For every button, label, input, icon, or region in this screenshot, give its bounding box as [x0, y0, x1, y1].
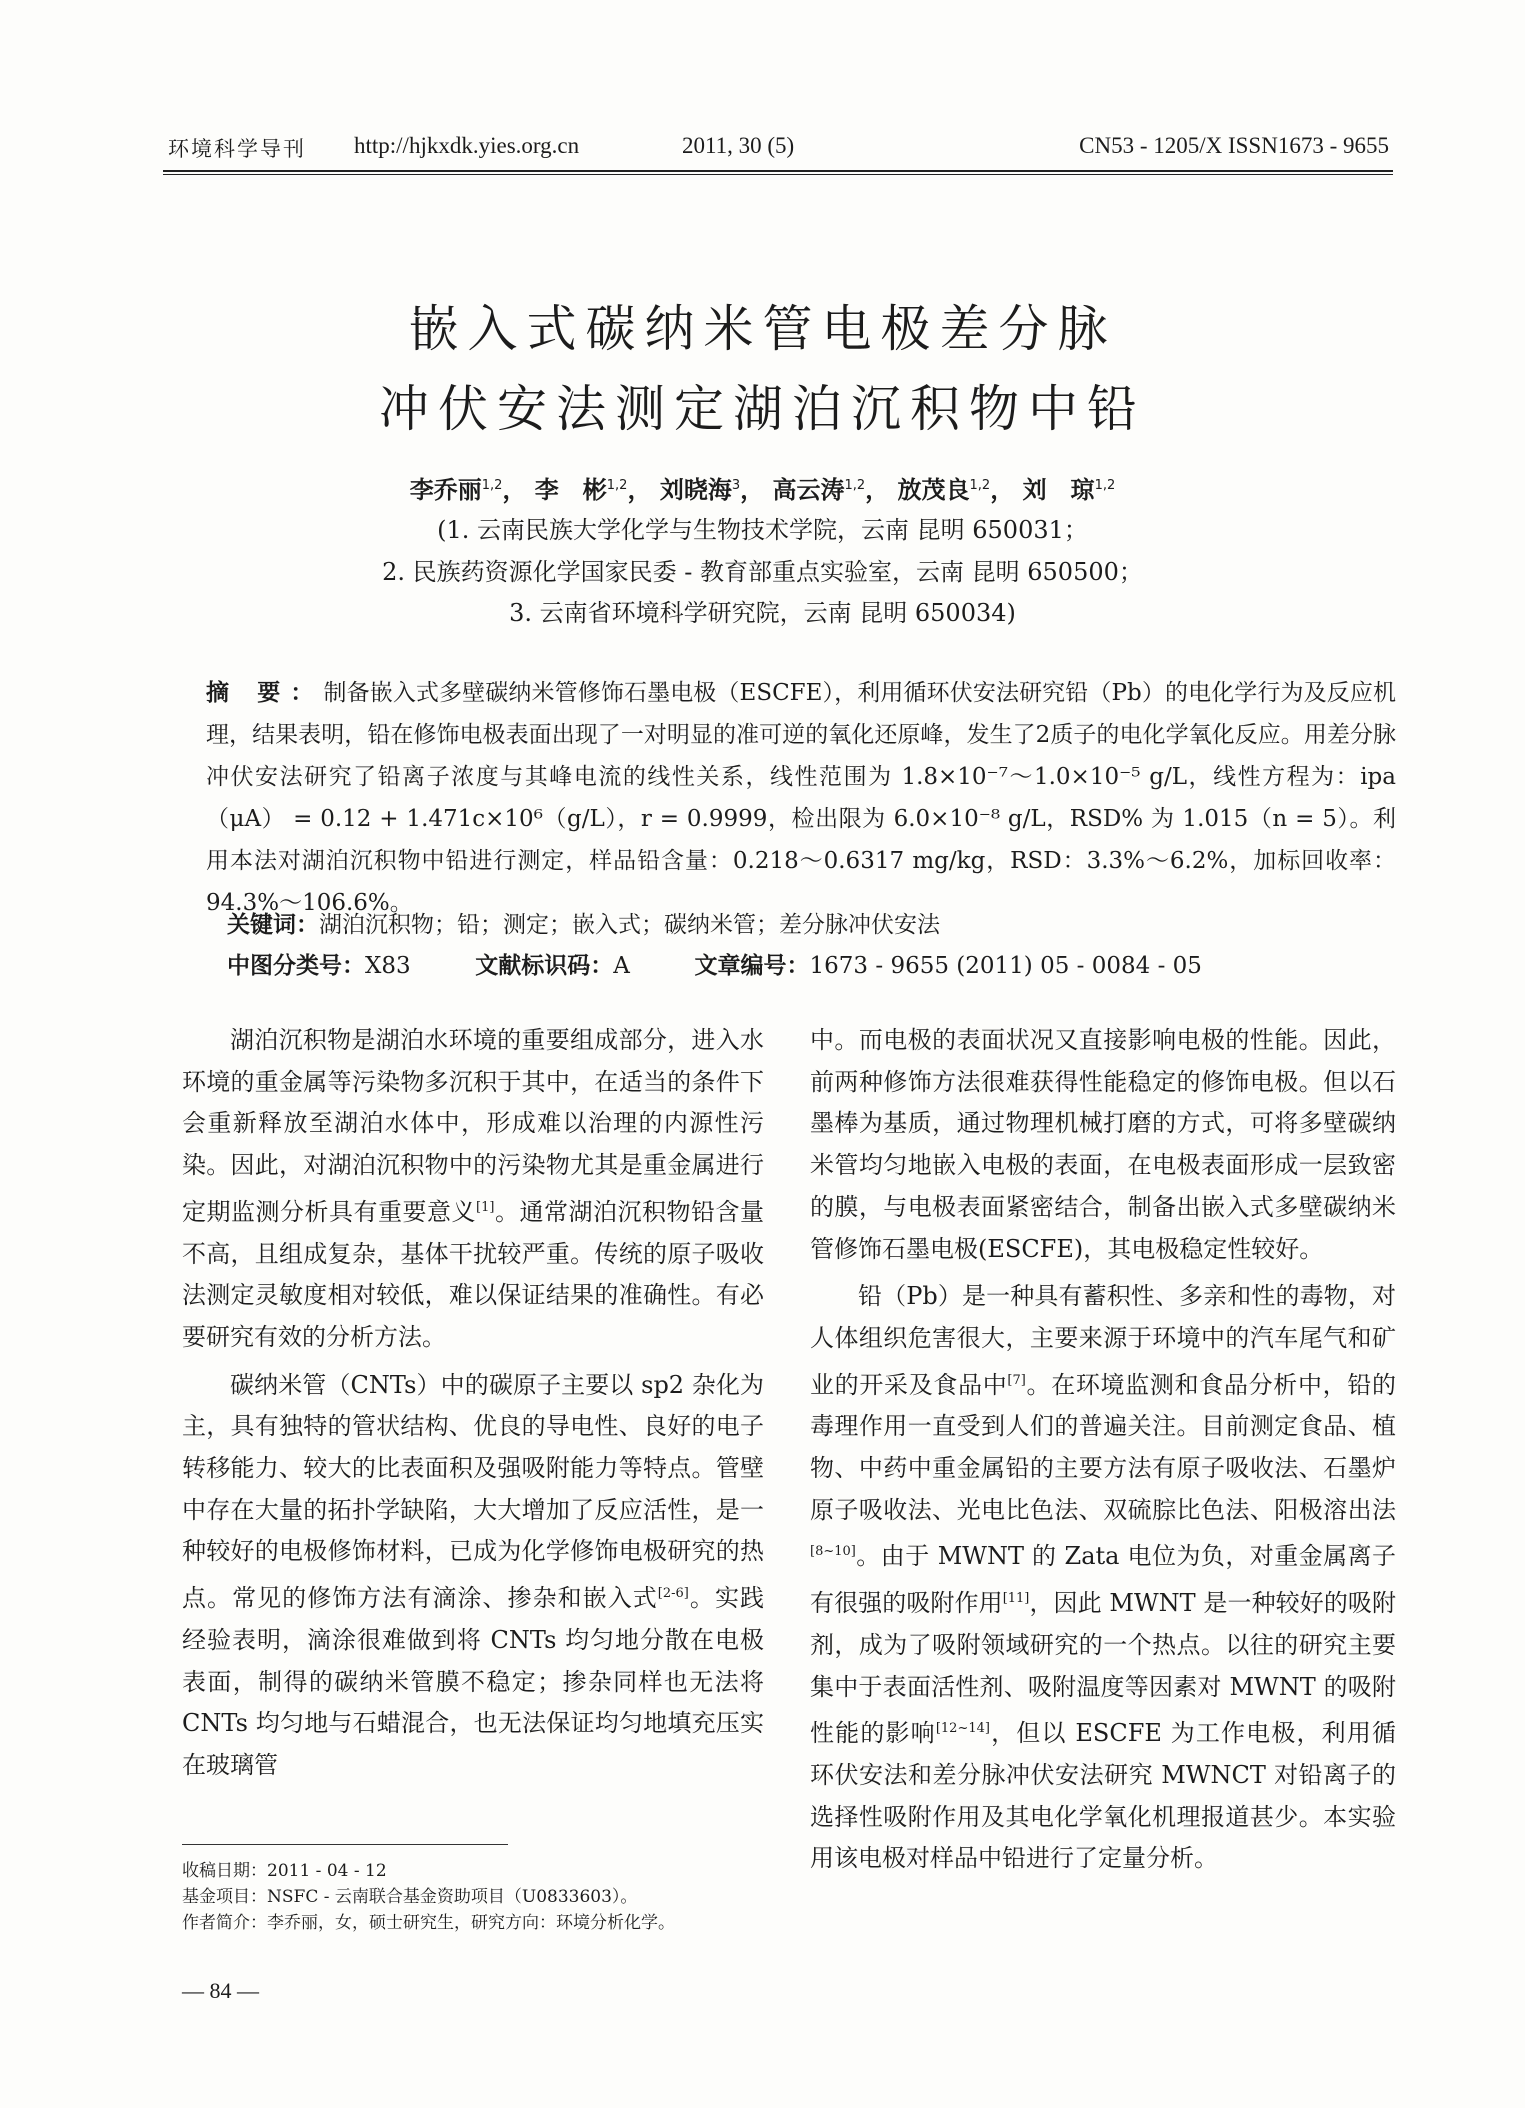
affiliation-1: (1. 云南民族大学化学与生物技术学院，云南 昆明 650031；	[437, 516, 1088, 544]
paragraph-text: 。在环境监测和食品分析中，铅的毒理作用一直受到人们的普遍关注。目前测定食品、植物、中药中重金属铅的主要方法有原子吸收法、石墨炉原子吸收法、光电比色法、双硫腙比色法、阳极溶出法	[810, 1370, 1397, 1524]
body-paragraph	[810, 1276, 1396, 1880]
author-separator: ，	[865, 476, 890, 504]
citation-ref: [2-6]	[657, 1586, 689, 1602]
citation-ref: [1]	[476, 1199, 495, 1215]
paragraph-text: 碳纳米管（CNTs）中的碳原子主要以 sp2 杂化为主，具有独特的管状结构、优良的导电性、良好的电子转移能力、较大的比表面积及强吸附能力等特点。管壁中存在大量的拓扑学缺陷，大大增加了反应活性，是一种较好的电极修饰材料，已成为化学修饰电极研究的热点。常见的修饰方法有滴涂、掺杂和嵌入式	[182, 1370, 764, 1613]
author-name: 高云涛	[772, 476, 845, 504]
paragraph-text: 铅（Pb）是一种具有蓄积性、多亲和性的毒物，对人体组织危害很大，主要来源于环境中的汽车尾气和矿业的开采及食品中	[810, 1282, 1396, 1399]
body-column-left	[182, 1020, 764, 1787]
journal-url: http://hjkxdk.yies.org.cn	[354, 133, 580, 158]
clc-value: X83	[365, 953, 411, 979]
clc-label: 中图分类号：	[227, 953, 365, 979]
affiliation-3: 3. 云南省环境科学研究院，云南 昆明 650034)	[509, 599, 1016, 627]
author-affil-mark: 1,2	[481, 478, 503, 493]
footnotes	[182, 1858, 772, 1936]
author-affil-mark: 1,2	[1094, 478, 1116, 493]
article-number-value: 1673 - 9655 (2011) 05 - 0084 - 05	[809, 953, 1202, 979]
affiliation-2: 2. 民族药资源化学国家民委 - 教育部重点实验室，云南 昆明 650500；	[382, 558, 1143, 586]
body-paragraph	[182, 1365, 764, 1787]
body-paragraph	[182, 1020, 764, 1359]
paper-title-line-2: 冲伏安法测定湖泊沉积物中铅	[379, 380, 1146, 438]
author-name: 李 彬	[534, 476, 607, 504]
page-number: — 84 —	[182, 1978, 259, 2003]
author-separator: ，	[627, 476, 652, 504]
author-affil-mark: 3	[731, 478, 741, 493]
author-name: 刘 琼	[1022, 476, 1095, 504]
article-number-label: 文章编号：	[694, 953, 810, 979]
footnote-fund: 基金项目：NSFC - 云南联合基金资助项目（U0833603）。	[182, 1887, 638, 1907]
header-rule-thin	[163, 174, 1393, 175]
doc-code-label: 文献标识码：	[475, 953, 614, 979]
header-rule	[163, 170, 1393, 172]
doc-code-value: A	[613, 953, 630, 979]
author-affil-mark: 1,2	[606, 478, 628, 493]
abstract-text: 制备嵌入式多壁碳纳米管修饰石墨电极（ESCFE），利用循环伏安法研究铅（Pb）的电化学行为及反应机理，结果表明，铅在修饰电极表面出现了一对明显的准可逆的氧化还原峰，发生了2质子的电化学氧化反应。用差分脉冲伏安法研究了铅离子浓度与其峰电流的线性关系，线性范围为 1.8×10⁻⁷～1.0×10⁻⁵ g/L，线性方程为：ipa（μA） = 0.12 + 1.471c×10⁶（g/L），r = 0.9999，检出限为 6.0×10⁻⁸ g/L，RSD% 为 1.015（n = 5）。利用本法对湖泊沉积物中铅进行测定，样品铅含量：0.218～0.6317 mg/kg，RSD：3.3%～6.2%，加标回收率：94.3%～106.6%。	[206, 680, 1397, 916]
author-list	[0, 470, 1525, 505]
paragraph-text: 。通常湖泊沉积物铅含量不高，且组成复杂，基体干扰较严重。传统的原子吸收法测定灵敏度相对较低，难以保证结果的准确性。有必要研究有效的分析方法。	[182, 1197, 765, 1351]
keywords-text: 湖泊沉积物；铅；测定；嵌入式；碳纳米管；差分脉冲伏安法	[319, 912, 940, 938]
journal-name: 环境科学导刊	[168, 137, 306, 161]
author-separator: ，	[740, 476, 765, 504]
paragraph-text: 。由于 MWNT 的 Zata 电位为负，对重金属离子有很强的吸附作用	[810, 1542, 1396, 1618]
body-paragraph-continued: 中。而电极的表面状况又直接影响电极的性能。因此，前两种修饰方法很难获得性能稳定的修饰电极。但以石墨棒为基质，通过物理机械打磨的方式，可将多壁碳纳米管均匀地嵌入电极的表面，在电极表面形成一层致密的膜，与电极表面紧密结合，制备出嵌入式多壁碳纳米管修饰石墨电极(ESCFE)，其电极稳定性较好。	[810, 1026, 1396, 1263]
classification-line	[227, 947, 1377, 980]
paragraph-text: ，但以 ESCFE 为工作电极，利用循环伏安法和差分脉冲伏安法研究 MWNCT 对铅离子的选择性吸附作用及其电化学氧化机理报道甚少。本实验用该电极对样品中铅进行了定量分析。	[810, 1719, 1396, 1873]
citation-ref: [12~14]	[935, 1721, 990, 1737]
abstract	[206, 672, 1396, 924]
footnote-rule	[182, 1844, 508, 1845]
footnote-received: 收稿日期：2011 - 04 - 12	[182, 1861, 387, 1881]
keywords-label: 关键词：	[227, 912, 319, 938]
citation-ref: [7]	[1007, 1372, 1026, 1388]
paper-title-line-1: 嵌入式碳纳米管电极差分脉	[408, 300, 1117, 358]
issue-info: 2011, 30 (5)	[682, 133, 795, 158]
footnote-author: 作者简介：李乔丽，女，硕士研究生，研究方向：环境分析化学。	[182, 1913, 675, 1933]
issn-info: CN53 - 1205/X ISSN1673 - 9655	[1079, 133, 1389, 158]
author-separator: ，	[990, 476, 1015, 504]
keywords	[227, 906, 1377, 939]
author-affil-mark: 1,2	[969, 478, 991, 493]
paragraph-text: 。实践经验表明，滴涂很难做到将 CNTs 均匀地分散在电极表面，制得的碳纳米管膜不稳定；掺杂同样也无法将 CNTs 均匀地与石蜡混合，也无法保证均匀地填充压实在玻璃管	[182, 1584, 765, 1779]
author-affil-mark: 1,2	[844, 478, 866, 493]
author-name: 刘晓海	[659, 476, 732, 504]
body-column-right	[810, 1020, 1396, 1880]
author-name: 放茂良	[897, 476, 970, 504]
paragraph-text: ，因此 MWNT 是一种较好的吸附剂，成为了吸附领域研究的一个热点。以往的研究主要集中于表面活性剂、吸附温度等因素对 MWNT 的吸附性能的影响	[810, 1589, 1396, 1748]
citation-ref: [8~10]	[810, 1544, 856, 1560]
running-header	[168, 133, 1389, 167]
paragraph-text: 湖泊沉积物是湖泊水环境的重要组成部分，进入水环境的重金属等污染物多沉积于其中，在适当的条件下会重新释放至湖泊水体中，形成难以治理的内源性污染。因此，对湖泊沉积物中的污染物尤其是重金属进行定期监测分析具有重要意义	[182, 1026, 764, 1226]
author-name: 李乔丽	[409, 476, 482, 504]
citation-ref: [11]	[1002, 1591, 1030, 1607]
abstract-label: 摘 要：	[206, 680, 324, 706]
author-separator: ，	[502, 476, 527, 504]
